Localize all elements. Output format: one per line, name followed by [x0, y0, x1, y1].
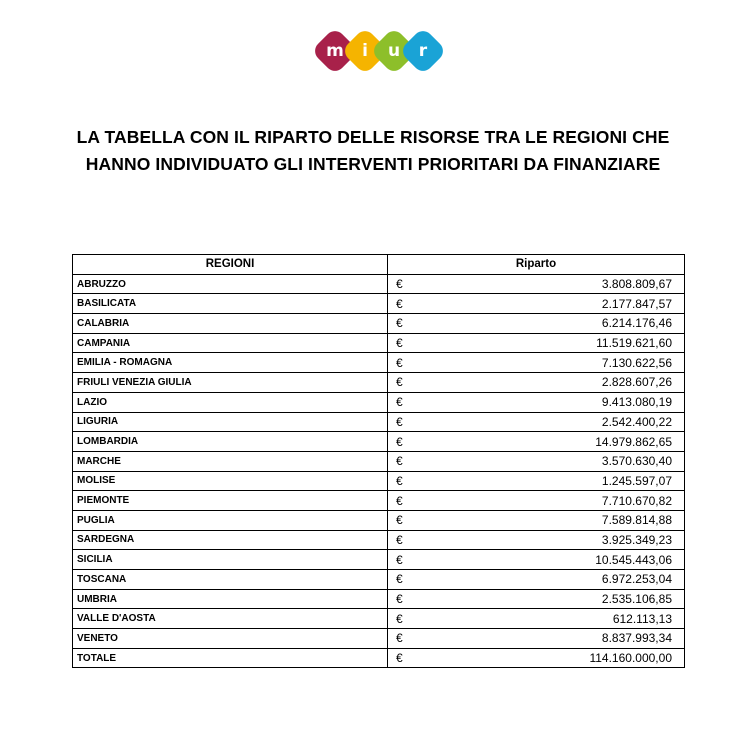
- region-name: MOLISE: [73, 471, 388, 491]
- region-name: TOSCANA: [73, 570, 388, 590]
- amount-value: 2.535.106,85: [601, 592, 672, 607]
- region-name: CALABRIA: [73, 314, 388, 334]
- logo-letter-i: i: [362, 41, 368, 61]
- region-amount: [388, 530, 685, 550]
- amount-value: 114.160.000,00: [589, 651, 672, 666]
- currency-symbol: €: [396, 493, 403, 508]
- region-name: CAMPANIA: [73, 333, 388, 353]
- table-row: [73, 550, 685, 570]
- region-name: PIEMONTE: [73, 491, 388, 511]
- currency-symbol: €: [396, 277, 403, 292]
- currency-symbol: €: [396, 651, 403, 666]
- currency-symbol: €: [396, 631, 403, 646]
- currency-symbol: €: [396, 552, 403, 567]
- title-line-1: LA TABELLA CON IL RIPARTO DELLE RISORSE TRA LE REGIONI CHE: [76, 127, 670, 147]
- region-amount: [388, 648, 685, 668]
- currency-symbol: €: [396, 513, 403, 528]
- amount-value: 612.113,13: [612, 611, 672, 626]
- currency-symbol: €: [396, 473, 403, 488]
- region-amount: [388, 373, 685, 393]
- logo-letter-r: r: [418, 41, 428, 61]
- region-name: FRIULI VENEZIA GIULIA: [73, 373, 388, 393]
- region-amount: [388, 550, 685, 570]
- currency-symbol: €: [396, 532, 403, 547]
- amount-value: 8.837.993,34: [601, 631, 672, 646]
- table-row: [73, 314, 685, 334]
- region-amount: [388, 412, 685, 432]
- region-name: LAZIO: [73, 392, 388, 412]
- table-row: [73, 629, 685, 649]
- region-amount: [388, 294, 685, 314]
- amount-value: 3.925.349,23: [601, 532, 672, 547]
- amount-value: 7.589.814,88: [601, 513, 672, 528]
- currency-symbol: €: [396, 454, 403, 469]
- currency-symbol: €: [396, 395, 403, 410]
- region-name: VALLE D'AOSTA: [73, 609, 388, 629]
- region-amount: [388, 491, 685, 511]
- amount-value: 7.130.622,56: [601, 355, 672, 370]
- currency-symbol: €: [396, 434, 403, 449]
- table-row: [73, 274, 685, 294]
- region-amount: [388, 510, 685, 530]
- amount-value: 1.245.597,07: [601, 473, 672, 488]
- amount-value: 11.519.621,60: [596, 336, 672, 351]
- region-name: PUGLIA: [73, 510, 388, 530]
- table-row: [73, 530, 685, 550]
- amount-value: 3.570.630,40: [601, 454, 672, 469]
- table-row: [73, 510, 685, 530]
- amount-value: 2.542.400,22: [601, 414, 672, 429]
- region-amount: [388, 471, 685, 491]
- table-row: [73, 333, 685, 353]
- region-name: LIGURIA: [73, 412, 388, 432]
- table-row: [73, 392, 685, 412]
- region-amount: [388, 629, 685, 649]
- logo-letter-m: m: [326, 41, 344, 61]
- table-row: [73, 471, 685, 491]
- currency-symbol: €: [396, 572, 403, 587]
- currency-symbol: €: [396, 611, 403, 626]
- table-body: [73, 274, 685, 668]
- miur-logo: [314, 31, 440, 71]
- table-row: [73, 294, 685, 314]
- region-amount: [388, 314, 685, 334]
- amount-value: 7.710.670,82: [601, 493, 672, 508]
- logo-letter-u: u: [387, 41, 401, 61]
- region-amount: [388, 589, 685, 609]
- currency-symbol: €: [396, 296, 403, 311]
- table-row: [73, 570, 685, 590]
- amount-value: 9.413.080,19: [601, 395, 672, 410]
- table-row: [73, 451, 685, 471]
- region-name: LOMBARDIA: [73, 432, 388, 452]
- currency-symbol: €: [396, 336, 403, 351]
- header-riparto: Riparto: [388, 255, 685, 275]
- amount-value: 2.828.607,26: [601, 375, 672, 390]
- region-name: SICILIA: [73, 550, 388, 570]
- region-amount: [388, 432, 685, 452]
- region-name: MARCHE: [73, 451, 388, 471]
- region-amount: [388, 609, 685, 629]
- table-row: [73, 491, 685, 511]
- document-title: [40, 124, 706, 178]
- allocation-table: [72, 254, 685, 668]
- currency-symbol: €: [396, 414, 403, 429]
- region-name: SARDEGNA: [73, 530, 388, 550]
- table-row: [73, 432, 685, 452]
- amount-value: 10.545.443,06: [595, 552, 672, 567]
- table-row: [73, 609, 685, 629]
- region-name: BASILICATA: [73, 294, 388, 314]
- region-name: TOTALE: [73, 648, 388, 668]
- region-amount: [388, 353, 685, 373]
- currency-symbol: €: [396, 355, 403, 370]
- region-name: EMILIA - ROMAGNA: [73, 353, 388, 373]
- region-amount: [388, 333, 685, 353]
- amount-value: 6.972.253,04: [601, 572, 672, 587]
- amount-value: 3.808.809,67: [601, 277, 672, 292]
- currency-symbol: €: [396, 592, 403, 607]
- table-row: [73, 648, 685, 668]
- region-amount: [388, 570, 685, 590]
- region-amount: [388, 274, 685, 294]
- header-regioni: REGIONI: [73, 255, 388, 275]
- amount-value: 14.979.862,65: [595, 434, 672, 449]
- title-line-2: HANNO INDIVIDUATO GLI INTERVENTI PRIORITARI DA FINANZIARE: [85, 154, 661, 174]
- region-name: UMBRIA: [73, 589, 388, 609]
- amount-value: 6.214.176,46: [601, 316, 672, 331]
- region-amount: [388, 392, 685, 412]
- currency-symbol: €: [396, 375, 403, 390]
- table-row: [73, 589, 685, 609]
- region-amount: [388, 451, 685, 471]
- region-name: VENETO: [73, 629, 388, 649]
- amount-value: 2.177.847,57: [601, 296, 672, 311]
- table-row: [73, 353, 685, 373]
- region-name: ABRUZZO: [73, 274, 388, 294]
- table-header-row: [73, 255, 685, 275]
- table-row: [73, 373, 685, 393]
- currency-symbol: €: [396, 316, 403, 331]
- table-row: [73, 412, 685, 432]
